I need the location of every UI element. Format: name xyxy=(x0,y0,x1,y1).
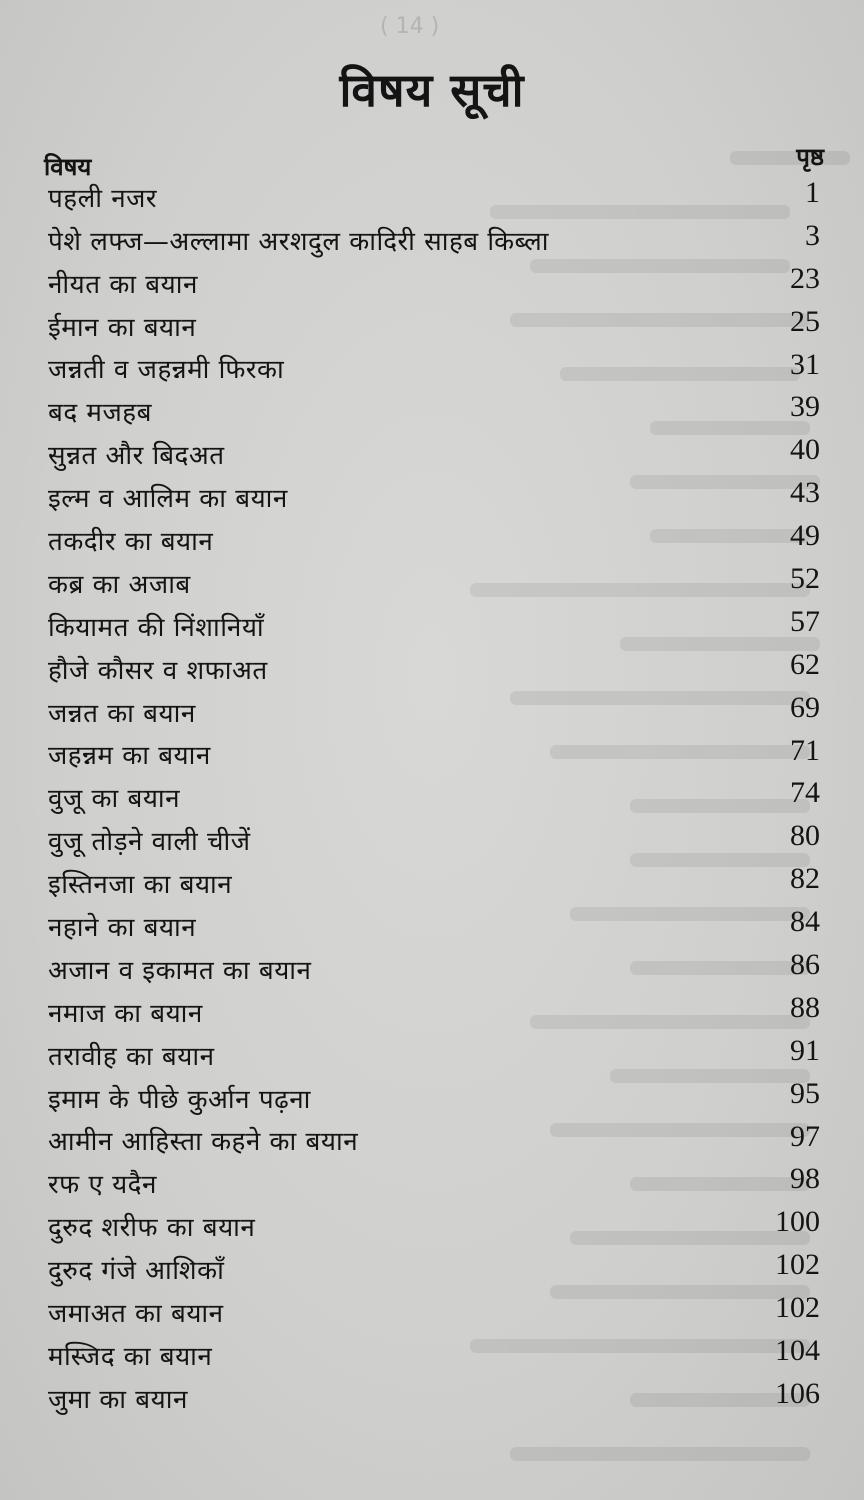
toc-entry-title: इस्तिनजा का बयान xyxy=(48,870,233,901)
toc-entry-page-number: 71 xyxy=(790,733,820,767)
toc-entry xyxy=(44,819,826,862)
page-number: ( 14 ) xyxy=(380,14,440,39)
toc-entry xyxy=(44,476,826,519)
toc-entry-page-number: 40 xyxy=(790,433,820,467)
toc-entry-page-number: 80 xyxy=(790,819,820,853)
toc-entry-title: तकदीर का बयान xyxy=(48,527,214,558)
toc-entry xyxy=(44,176,826,219)
toc-entry-title: ईमान का बयान xyxy=(48,312,197,343)
toc-entry xyxy=(44,1120,826,1163)
toc-entry-page-number: 62 xyxy=(790,647,820,681)
toc-entry xyxy=(44,1034,826,1077)
toc-entry xyxy=(44,1248,826,1291)
toc-entry xyxy=(44,519,826,562)
toc-entry xyxy=(44,734,826,777)
toc-entry xyxy=(44,1205,826,1248)
toc-entry-title: आमीन आहिस्ता कहने का बयान xyxy=(48,1127,359,1158)
toc-entry-page-number: 102 xyxy=(775,1248,820,1282)
toc-entry-page-number: 23 xyxy=(790,261,820,295)
toc-entry xyxy=(44,648,826,691)
toc-entry-title: दुरुद शरीफ का बयान xyxy=(48,1213,256,1244)
table-of-contents xyxy=(44,176,826,1420)
toc-entry-title: दुरुद गंजे आशिकाँ xyxy=(48,1256,225,1287)
toc-entry-page-number: 102 xyxy=(775,1291,820,1325)
toc-entry-title: जन्नती व जहन्नमी फिरका xyxy=(48,355,285,386)
toc-entry-page-number: 95 xyxy=(790,1076,820,1110)
toc-entry xyxy=(44,219,826,262)
toc-entry-page-number: 86 xyxy=(790,948,820,982)
toc-entry xyxy=(44,390,826,433)
toc-entry-title: वुजू का बयान xyxy=(48,784,181,815)
toc-entry-title: नीयत का बयान xyxy=(48,269,198,300)
toc-entry xyxy=(44,348,826,391)
toc-entry-title: जहन्नम का बयान xyxy=(48,741,211,772)
toc-entry xyxy=(44,1162,826,1205)
toc-entry-title: वुजू तोड़ने वाली चीजें xyxy=(48,827,251,858)
subject-column-header: विषय xyxy=(44,153,92,181)
toc-entry-title: कब्र का अजाब xyxy=(48,569,191,600)
toc-entry xyxy=(44,948,826,991)
toc-entry-title: इल्म व आलिम का बयान xyxy=(48,484,288,515)
toc-header xyxy=(44,140,824,180)
toc-entry-title: जुमा का बयान xyxy=(48,1384,188,1415)
toc-entry-page-number: 31 xyxy=(790,347,820,381)
toc-entry-page-number: 97 xyxy=(790,1119,820,1153)
toc-entry-page-number: 57 xyxy=(790,604,820,638)
toc-entry-page-number: 52 xyxy=(790,562,820,596)
toc-entry-page-number: 88 xyxy=(790,990,820,1024)
toc-entry xyxy=(44,991,826,1034)
toc-entry xyxy=(44,605,826,648)
toc-entry-page-number: 104 xyxy=(775,1334,820,1368)
toc-entry-title: बद मजहब xyxy=(48,398,152,429)
toc-entry xyxy=(44,1377,826,1420)
toc-entry-title: नहाने का बयान xyxy=(48,913,197,944)
toc-entry-page-number: 98 xyxy=(790,1162,820,1196)
toc-entry-title: पेशे लफ्ज—अल्लामा अरशदुल कादिरी साहब किब्ला xyxy=(48,226,549,257)
toc-entry-page-number: 49 xyxy=(790,519,820,553)
toc-entry-title: अजान व इकामत का बयान xyxy=(48,955,312,986)
toc-entry-title: जमाअत का बयान xyxy=(48,1299,224,1330)
toc-entry xyxy=(44,1291,826,1334)
toc-entry-title: तरावीह का बयान xyxy=(48,1041,215,1072)
toc-entry-page-number: 25 xyxy=(790,304,820,338)
toc-entry-title: रफ ए यदैन xyxy=(48,1170,157,1201)
toc-entry-page-number: 69 xyxy=(790,690,820,724)
toc-entry-page-number: 74 xyxy=(790,776,820,810)
toc-entry-page-number: 82 xyxy=(790,862,820,896)
toc-entry xyxy=(44,1334,826,1377)
toc-entry xyxy=(44,562,826,605)
toc-entry-page-number: 43 xyxy=(790,476,820,510)
toc-entry xyxy=(44,905,826,948)
toc-entry-title: जन्नत का बयान xyxy=(48,698,196,729)
toc-entry-page-number: 39 xyxy=(790,390,820,424)
toc-entry xyxy=(44,691,826,734)
toc-entry xyxy=(44,305,826,348)
toc-entry-title: मस्जिद का बयान xyxy=(48,1341,213,1372)
toc-entry-page-number: 84 xyxy=(790,905,820,939)
toc-entry xyxy=(44,862,826,905)
toc-entry-page-number: 106 xyxy=(775,1376,820,1410)
toc-entry-page-number: 3 xyxy=(805,218,820,252)
toc-entry-title: नमाज का बयान xyxy=(48,998,203,1029)
toc-entry xyxy=(44,1077,826,1120)
toc-entry-title: हौजे कौसर व शफाअत xyxy=(48,655,268,686)
toc-entry xyxy=(44,262,826,305)
toc-entry-page-number: 100 xyxy=(775,1205,820,1239)
page-column-header: पृष्ठ xyxy=(796,143,824,171)
toc-entry-title: कियामत की निंशानियाँ xyxy=(48,612,265,643)
toc-entry-title: सुन्नत और बिदअत xyxy=(48,441,225,472)
toc-entry-title: पहली नजर xyxy=(48,183,158,214)
toc-entry-title: इमाम के पीछे कुर्आन पढ़ना xyxy=(48,1084,311,1115)
page-title: विषय सूची xyxy=(339,63,525,117)
toc-entry xyxy=(44,776,826,819)
toc-entry xyxy=(44,433,826,476)
toc-entry-page-number: 1 xyxy=(805,176,820,209)
toc-entry-page-number: 91 xyxy=(790,1033,820,1067)
